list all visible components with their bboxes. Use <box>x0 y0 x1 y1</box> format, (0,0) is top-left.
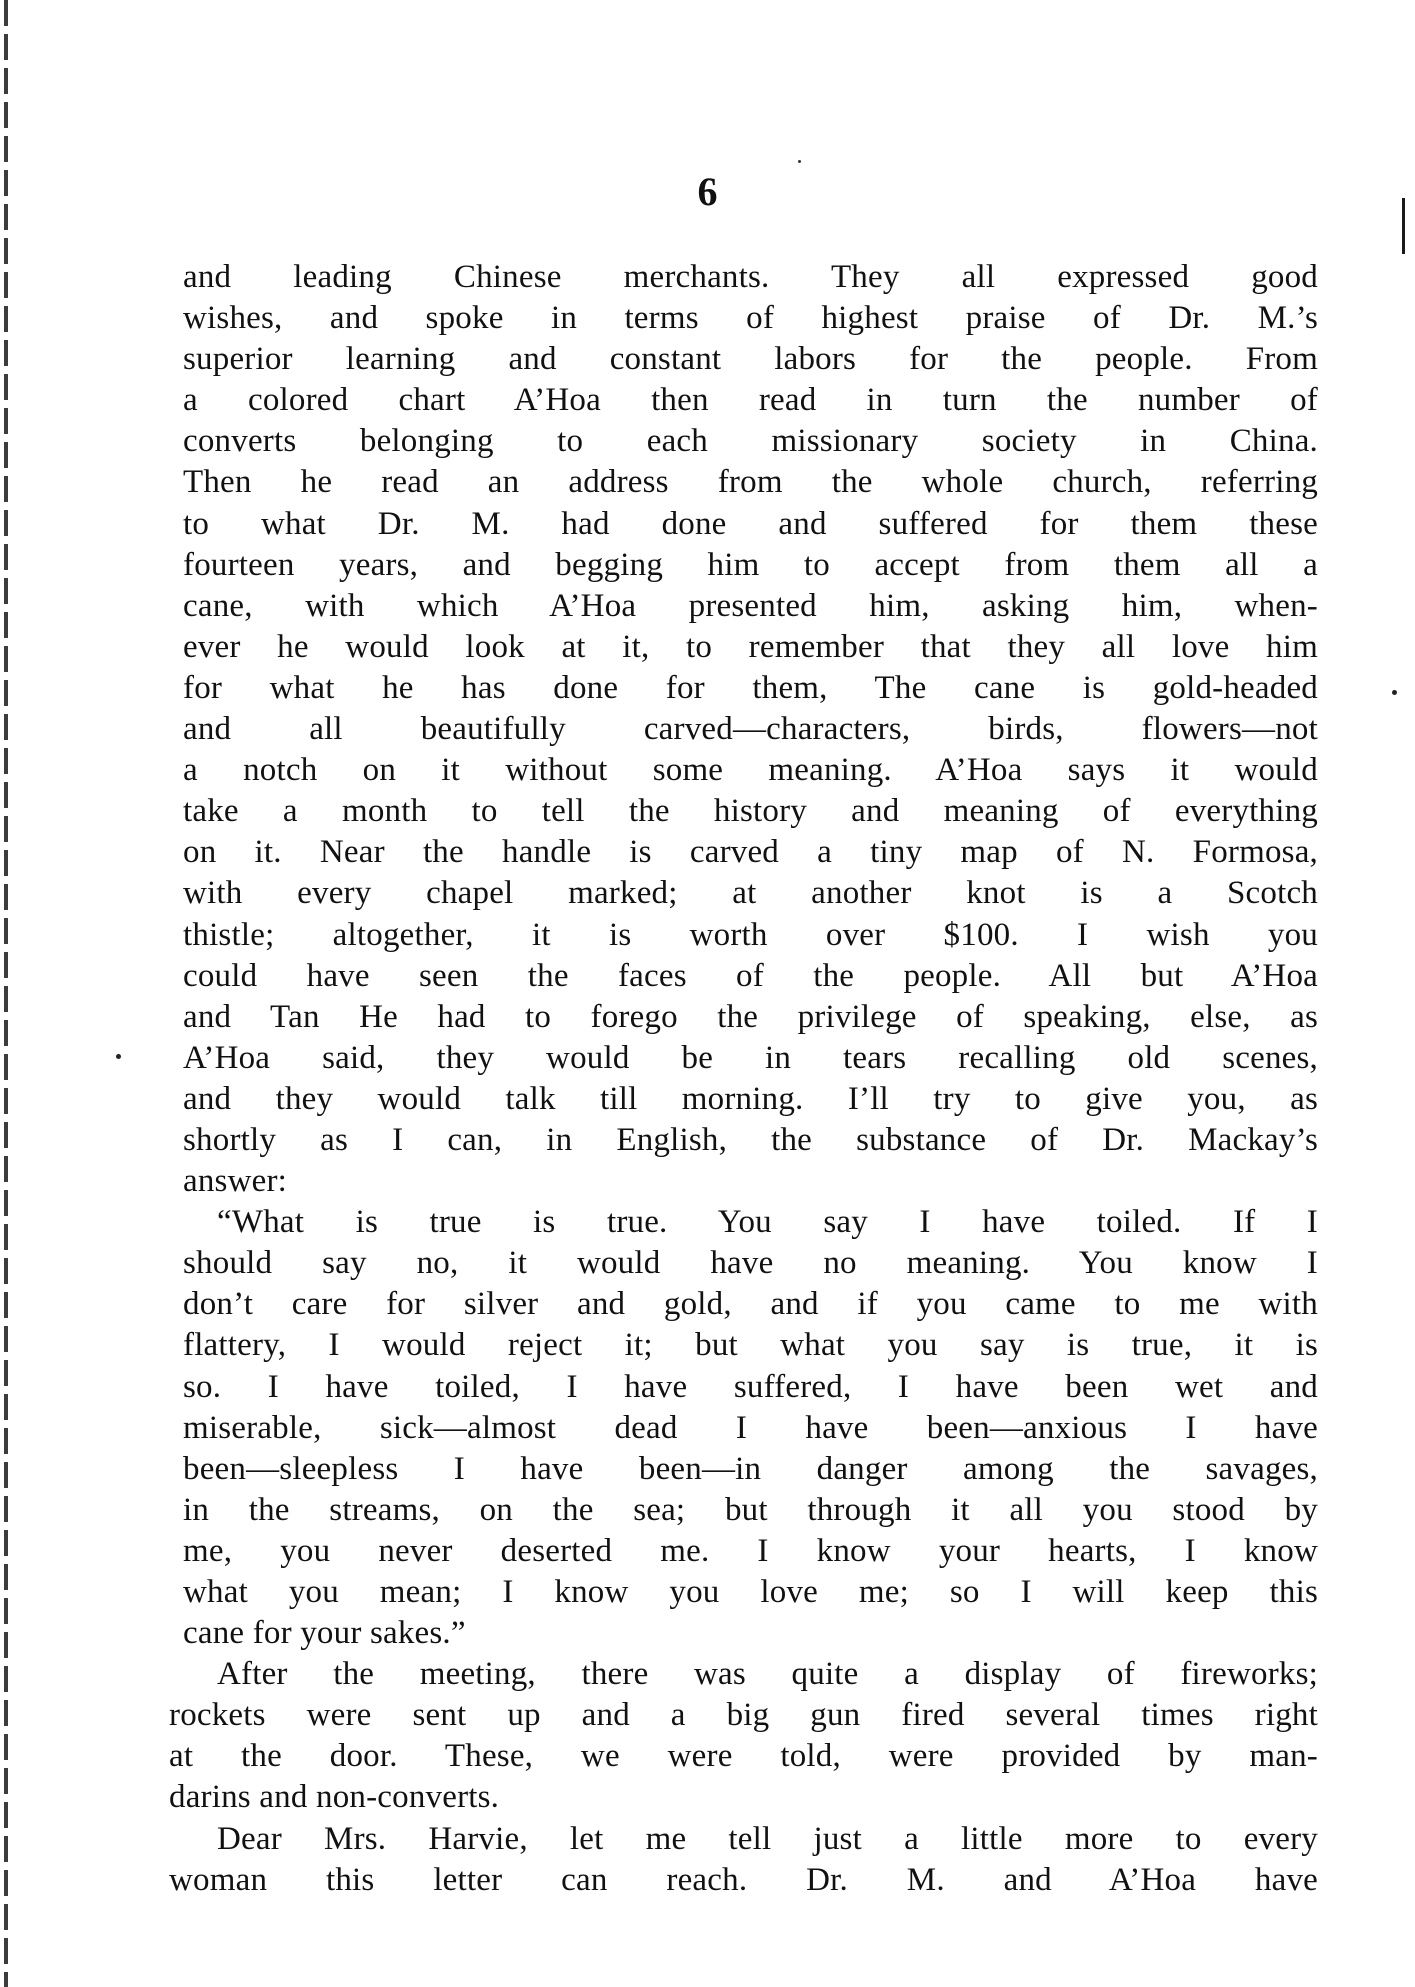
text-line: to what Dr. M. had done and suffered for them these <box>183 505 1318 542</box>
text-line: answer: <box>183 1163 288 1200</box>
text-line: superior learning and constant labors for the people. From <box>183 341 1318 378</box>
text-line: A’Hoa said, they would be in tears recalling old scenes, <box>183 1039 1318 1076</box>
text-line: thistle; altogether, it is worth over $100. I wish you <box>183 916 1318 953</box>
text-line: ever he would look at it, to remember that they all love him <box>183 628 1318 665</box>
text-line: could have seen the faces of the people. All but A’Hoa <box>183 957 1318 994</box>
text-line: converts belonging to each missionary society in China. <box>183 423 1318 460</box>
body-text <box>169 257 1318 1901</box>
text-line: with every chapel marked; at another knot is a Scotch <box>183 875 1318 912</box>
text-line: and Tan He had to forego the privilege of speaking, else, as <box>183 998 1318 1035</box>
text-line: should say no, it would have no meaning. You know I <box>183 1245 1318 1282</box>
text-line: in the streams, on the sea; but through it all you stood by <box>183 1491 1318 1528</box>
text-line: a colored chart A’Hoa then read in turn the number of <box>183 382 1318 419</box>
text-line: Then he read an address from the whole church, referring <box>183 464 1318 501</box>
text-line: so. I have toiled, I have suffered, I have been wet and <box>183 1368 1318 1405</box>
text-line: and all beautifully carved—characters, birds, flowers—not <box>183 711 1318 748</box>
text-line: what you mean; I know you love me; so I will keep this <box>183 1574 1318 1610</box>
text-line: don’t care for silver and gold, and if you came to me with <box>183 1286 1318 1323</box>
scan-speck <box>798 160 801 163</box>
text-line: flattery, I would reject it; but what you say is true, it is <box>183 1327 1318 1364</box>
text-line: a notch on it without some meaning. A’Hoa says it would <box>183 752 1318 789</box>
text-line: for what he has done for them, The cane is gold-headed <box>183 669 1318 706</box>
text-line: been—sleepless I have been—in danger among the savages, <box>183 1450 1318 1487</box>
scan-edge-left <box>4 0 8 1987</box>
text-line: shortly as I can, in English, the substance of Dr. Mackay’s <box>183 1121 1318 1158</box>
text-line: cane, with which A’Hoa presented him, asking him, when- <box>183 587 1318 624</box>
scan-speck <box>116 1054 121 1059</box>
text-line: at the door. These, we were told, were provided by man- <box>169 1738 1318 1775</box>
page-number: 6 <box>697 169 718 214</box>
scan-speck <box>1392 690 1397 695</box>
text-line: cane for your sakes.” <box>183 1615 466 1652</box>
text-line: miserable, sick—almost dead I have been—anxious I have <box>183 1409 1318 1446</box>
text-line: and leading Chinese merchants. They all expressed good <box>183 259 1318 295</box>
text-line: me, you never deserted me. I know your hearts, I know <box>183 1532 1318 1569</box>
text-line: rockets were sent up and a big gun fired several times right <box>169 1697 1318 1734</box>
text-line: darins and non-converts. <box>169 1779 500 1816</box>
text-line: Dear Mrs. Harvie, let me tell just a little more to every <box>217 1820 1318 1857</box>
text-line: fourteen years, and begging him to accept from them all a <box>183 546 1318 583</box>
text-line: on it. Near the handle is carved a tiny map of N. Formosa, <box>183 834 1318 871</box>
text-line: After the meeting, there was quite a display of fireworks; <box>217 1656 1318 1693</box>
text-line: woman this letter can reach. Dr. M. and A’Hoa have <box>169 1861 1318 1898</box>
text-line: “What is true is true. You say I have toiled. If I <box>217 1204 1318 1241</box>
text-line: and they would talk till morning. I’ll try to give you, as <box>183 1080 1318 1117</box>
text-line: wishes, and spoke in terms of highest praise of Dr. M.’s <box>183 300 1318 337</box>
text-line: take a month to tell the history and meaning of everything <box>183 793 1318 830</box>
